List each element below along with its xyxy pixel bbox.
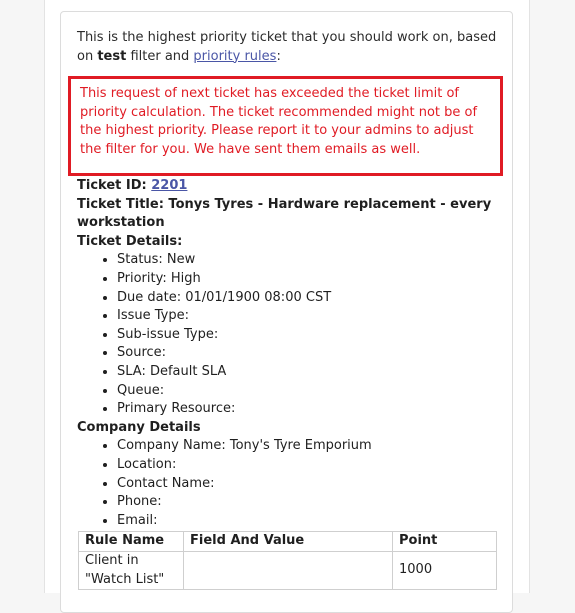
company-name: • Company Name: Tony's Tyre Emporium: [117, 437, 507, 456]
company-phone: • Phone:: [117, 493, 507, 512]
ticket-priority: • Priority: High: [117, 270, 507, 289]
ticket-queue: • Queue:: [117, 382, 507, 401]
ticket-details-list: [77, 251, 507, 418]
ticket-title-label: Ticket Title:: [77, 196, 169, 212]
ticket-id-link[interactable]: 2201: [151, 178, 188, 193]
field-value-cell: [184, 552, 393, 590]
limit-warning-box: [68, 76, 503, 176]
ticket-status: • Status: New: [117, 251, 507, 270]
ticket-sla: • SLA: Default SLA: [117, 363, 507, 382]
header-field-value: Field And Value: [184, 532, 393, 552]
rules-table-header: [79, 532, 497, 552]
email-body: [44, 0, 530, 593]
ticket-source: • Source:: [117, 344, 507, 363]
ticket-id-row: [77, 177, 507, 196]
ticket-primary-resource: • Primary Resource:: [117, 400, 507, 419]
rules-table: [78, 531, 497, 590]
company-details-heading: Company Details: [77, 419, 201, 435]
filter-name: test: [97, 48, 127, 64]
rule-name-cell: Client in "Watch List": [79, 552, 184, 590]
ticket-details: [77, 177, 507, 530]
company-contact-name: • Contact Name:: [117, 475, 507, 494]
header-rule-name: Rule Name: [79, 532, 184, 552]
ticket-sub-issue-type: • Sub-issue Type:: [117, 326, 507, 345]
intro-text-start: This is the highest priority ticket that you should work on, based on: [77, 30, 497, 64]
intro-text: [77, 29, 507, 66]
limit-warning-text: This request of next ticket has exceeded the ticket limit of priority calculation. The ticket recommended might not be of the highest priority. Please report it to your admins to adjust the filter for you. We have sent them emails as well.: [80, 86, 478, 157]
company-email: • Email:: [117, 512, 507, 531]
ticket-title-value: Tonys Tyres - Hardware replacement - every workstation: [77, 196, 492, 231]
ticket-id-label: Ticket ID:: [77, 178, 152, 193]
ticket-title-row: [77, 196, 507, 233]
company-details-list: [77, 437, 507, 530]
ticket-card: [60, 11, 513, 613]
ticket-details-heading: Ticket Details:: [77, 233, 183, 249]
intro-text-middle: filter and: [126, 48, 194, 64]
priority-rules-link[interactable]: priority rules: [193, 48, 277, 64]
company-location: • Location:: [117, 456, 507, 475]
table-row: [79, 552, 497, 590]
point-cell: 1000: [393, 552, 497, 590]
ticket-issue-type: • Issue Type:: [117, 307, 507, 326]
ticket-due-date: • Due date: 01/01/1900 08:00 CST: [117, 289, 507, 308]
intro-text-end: :: [276, 48, 281, 64]
header-point: Point: [393, 532, 497, 552]
